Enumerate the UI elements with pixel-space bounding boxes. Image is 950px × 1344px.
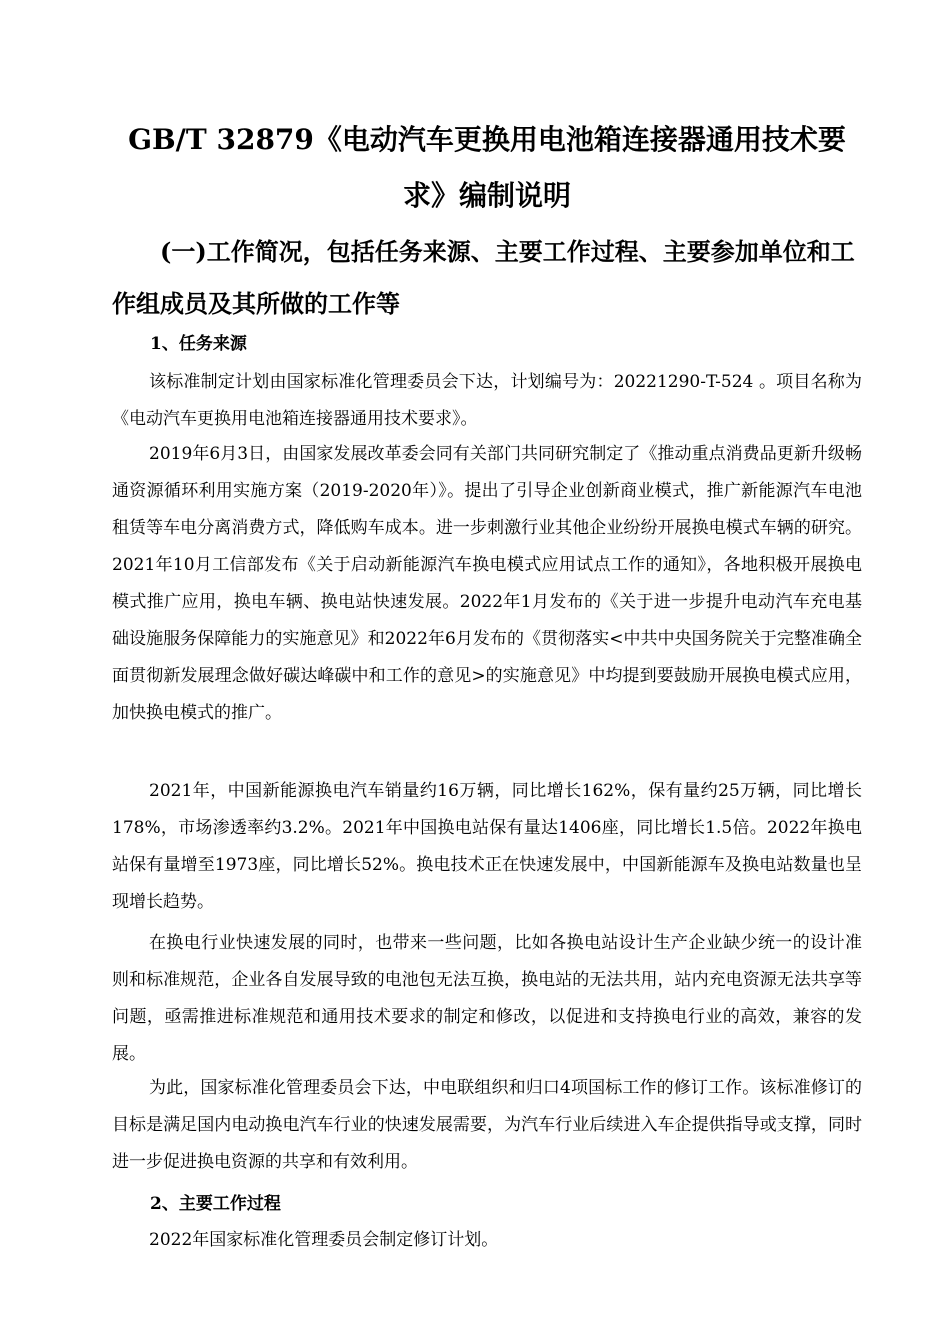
paragraph-revision-goal: 为此，国家标准化管理委员会下达，中电联组织和归口4项国标工作的修订工作。该标准修订的目标是满足国内电动换电汽车行业的快速发展需要，为汽车行业后续进入车企提供指导或支撑，同时进一步促进换电资源的共享和有效利用。 <box>112 1078 862 1172</box>
main-process-heading: 2、主要工作过程 <box>150 1194 281 1214</box>
section-heading: (一)工作简况，包括任务来源、主要工作过程、主要参加单位和工作组成员及其所做的工作等 <box>112 237 855 318</box>
paragraph-plan: 该标准制定计划由国家标准化管理委员会下达，计划编号为：20221290-T-524 。项目名称为 《电动汽车更换用电池箱连接器通用技术要求》。 <box>112 372 862 429</box>
document-title: GB/T 32879《电动汽车更换用电池箱连接器通用技术要求》编制说明 <box>128 123 846 212</box>
task-source-heading: 1、任务来源 <box>150 334 247 354</box>
paragraph-policy-background: 2019年6月3日，由国家发展改革委会同有关部门共同研究制定了《推动重点消费品更新升级畅通资源循环利用实施方案（2019-2020年）》。提出了引导企业创新商业模式，推广新能源汽车电池租赁等车电分离消费方式，降低购车成本。进一步刺激行业其他企业纷纷开展换电模式车辆的研究。2021年10月工信部发布《关于启动新能源汽车换电模式应用试点工作的通知》，各地积极开展换电模式推广应用，换电车辆、换电站快速发展。2022年1月发布的《关于进一步提升电动汽车充电基础设施服务保障能力的实施意见》和2022年6月发布的《贯彻落实<中共中央国务院关于完整准确全面贯彻新发展理念做好碳达峰碳中和工作的意见>的实施意见》中均提到要鼓励开展换电模式应用，加快换电模式的推广。 <box>112 444 862 723</box>
paragraph-process-2022: 2022年国家标准化管理委员会制定修订计划。 <box>149 1230 499 1250</box>
paragraph-industry-problems: 在换电行业快速发展的同时，也带来一些问题，比如各换电站设计生产企业缺少统一的设计准则和标准规范，企业各自发展导致的电池包无法互换，换电站的无法共用，站内充电资源无法共享等问题，亟需推进标准规范和通用技术要求的制定和修改，以促进和支持换电行业的高效，兼容的发展。 <box>112 933 862 1064</box>
paragraph-market-data: 2021年，中国新能源换电汽车销量约16万辆，同比增长162%，保有量约25万辆，同比增长178%，市场渗透率约3.2%。2021年中国换电站保有量达1406座，同比增长1.5倍。2022年换电站保有量增至1973座，同比增长52%。换电技术正在快速发展中，中国新能源车及换电站数量也呈现增长趋势。 <box>112 781 862 912</box>
